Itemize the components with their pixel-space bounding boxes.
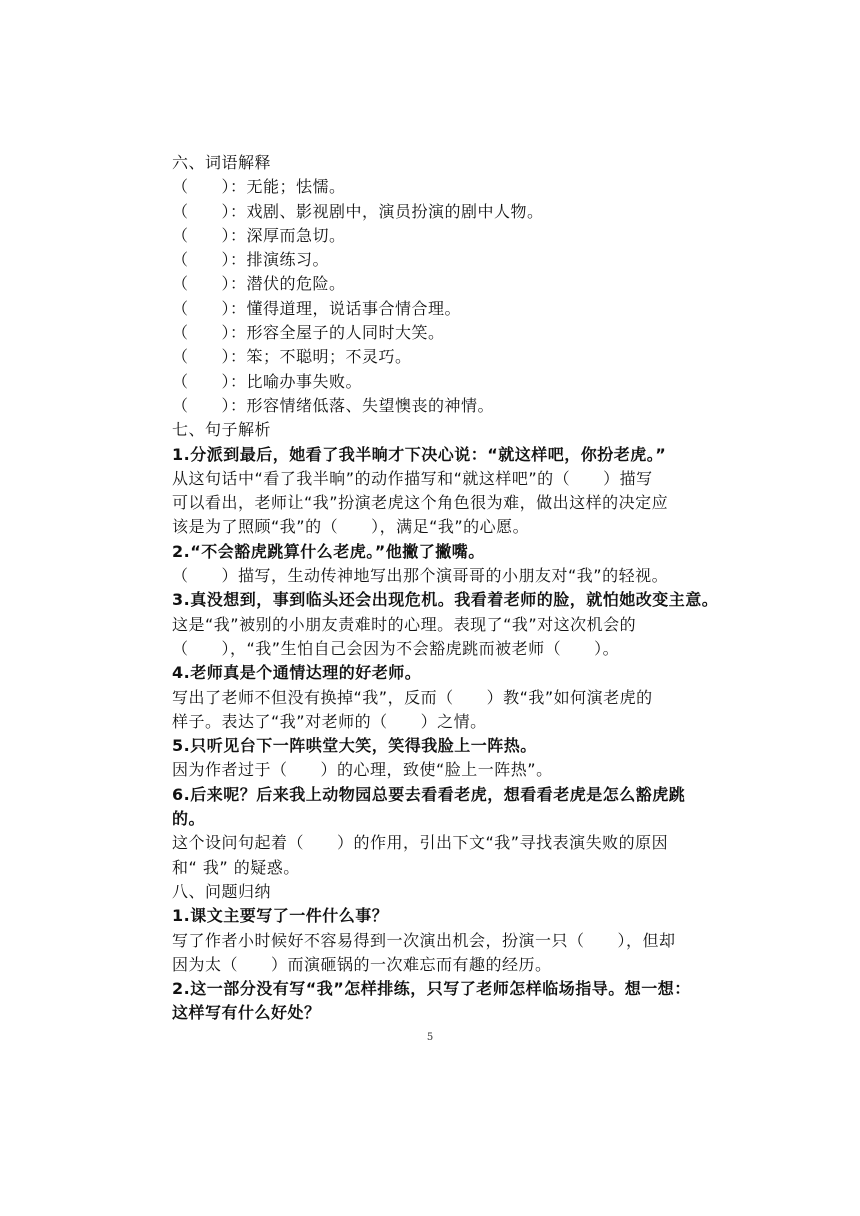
page-number: 5 bbox=[426, 1032, 434, 1043]
section-eight-heading: 八、问题归纳 bbox=[172, 881, 272, 901]
answer-line: 从这句话中“看了我半晌”的动作描写和“就这样吧”的（ ）描写 bbox=[172, 468, 653, 488]
section-seven-heading: 七、句子解析 bbox=[172, 420, 272, 440]
answer-line: 因为太（ ）而演砸锅的一次难忘而有趣的经历。 bbox=[172, 954, 552, 974]
question-line: 2.“不会豁虎跳算什么老虎。”他撇了撇嘴。 bbox=[172, 541, 485, 561]
answer-line: 样子。表达了“我”对老师的（ ）之情。 bbox=[172, 711, 487, 731]
question-line: 5.只听见台下一阵哄堂大笑，笑得我脸上一阵热。 bbox=[172, 736, 537, 756]
answer-line: 和“ 我” 的疑惑。 bbox=[172, 857, 300, 877]
worksheet-content bbox=[172, 151, 772, 1026]
question-line: 1.分派到最后，她看了我半晌才下决心说：“就这样吧，你扮老虎。” bbox=[172, 444, 667, 464]
vocabulary-item: （ ）：形容情绪低落、失望懊丧的神情。 bbox=[172, 395, 495, 415]
vocabulary-item: （ ）：戏剧、影视剧中，演员扮演的剧中人物。 bbox=[172, 201, 544, 221]
answer-line: 该是为了照顾“我”的（ ），满足“我”的心愿。 bbox=[172, 517, 530, 537]
answer-line: 这是“我”被别的小朋友责难时的心理。表现了“我”对这次机会的 bbox=[172, 614, 637, 634]
sentence-analysis-list bbox=[172, 443, 772, 880]
question-line: 的。 bbox=[172, 809, 206, 829]
vocabulary-list bbox=[172, 175, 772, 418]
answer-line: （ ）描写，生动传神地写出那个演哥哥的小朋友对“我”的轻视。 bbox=[172, 566, 669, 586]
vocabulary-item: （ ）：排演练习。 bbox=[172, 250, 330, 270]
answer-line: 这个设问句起着（ ）的作用，引出下文“我”寻找表演失败的原因 bbox=[172, 833, 669, 853]
vocabulary-item: （ ）：无能；怯懦。 bbox=[172, 177, 346, 197]
question-line: 1.课文主要写了一件什么事？ bbox=[172, 906, 389, 926]
answer-line: 可以看出，老师让“我”扮演老虎这个角色很为难，做出这样的决定应 bbox=[172, 493, 669, 513]
vocabulary-item: （ ）：笨；不聪明；不灵巧。 bbox=[172, 347, 412, 367]
question-summary-list bbox=[172, 904, 772, 1025]
answer-line: 写了作者小时候好不容易得到一次演出机会，扮演一只（ ），但却 bbox=[172, 930, 676, 950]
question-line: 6.后来呢？后来我上动物园总要去看看老虎，想看看老虎是怎么豁虎跳 bbox=[172, 784, 686, 804]
section-six-heading: 六、词语解释 bbox=[172, 153, 272, 172]
question-line: 3.真没想到，事到临头还会出现危机。我看着老师的脸，就怕她改变主意。 bbox=[172, 590, 719, 610]
vocabulary-item: （ ）：懂得道理，说话事合情合理。 bbox=[172, 298, 462, 318]
answer-line: 写出了老师不但没有换掉“我”，反而（ ）教“我”如何演老虎的 bbox=[172, 687, 653, 707]
question-line: 2.这一部分没有写“我”怎样排练，只写了老师怎样临场指导。想一想： bbox=[172, 979, 691, 999]
vocabulary-item: （ ）：潜伏的危险。 bbox=[172, 274, 346, 294]
answer-line: （ ），“我”生怕自己会因为不会豁虎跳而被老师（ ）。 bbox=[172, 638, 620, 658]
answer-line: 因为作者过于（ ）的心理，致使“脸上一阵热”。 bbox=[172, 760, 553, 780]
question-line: 这样写有什么好处？ bbox=[172, 1003, 321, 1023]
vocabulary-item: （ ）：深厚而急切。 bbox=[172, 225, 346, 245]
question-line: 4.老师真是个通情达理的好老师。 bbox=[172, 663, 422, 683]
vocabulary-item: （ ）：形容全屋子的人同时大笑。 bbox=[172, 323, 445, 343]
vocabulary-item: （ ）：比喻办事失败。 bbox=[172, 371, 363, 391]
